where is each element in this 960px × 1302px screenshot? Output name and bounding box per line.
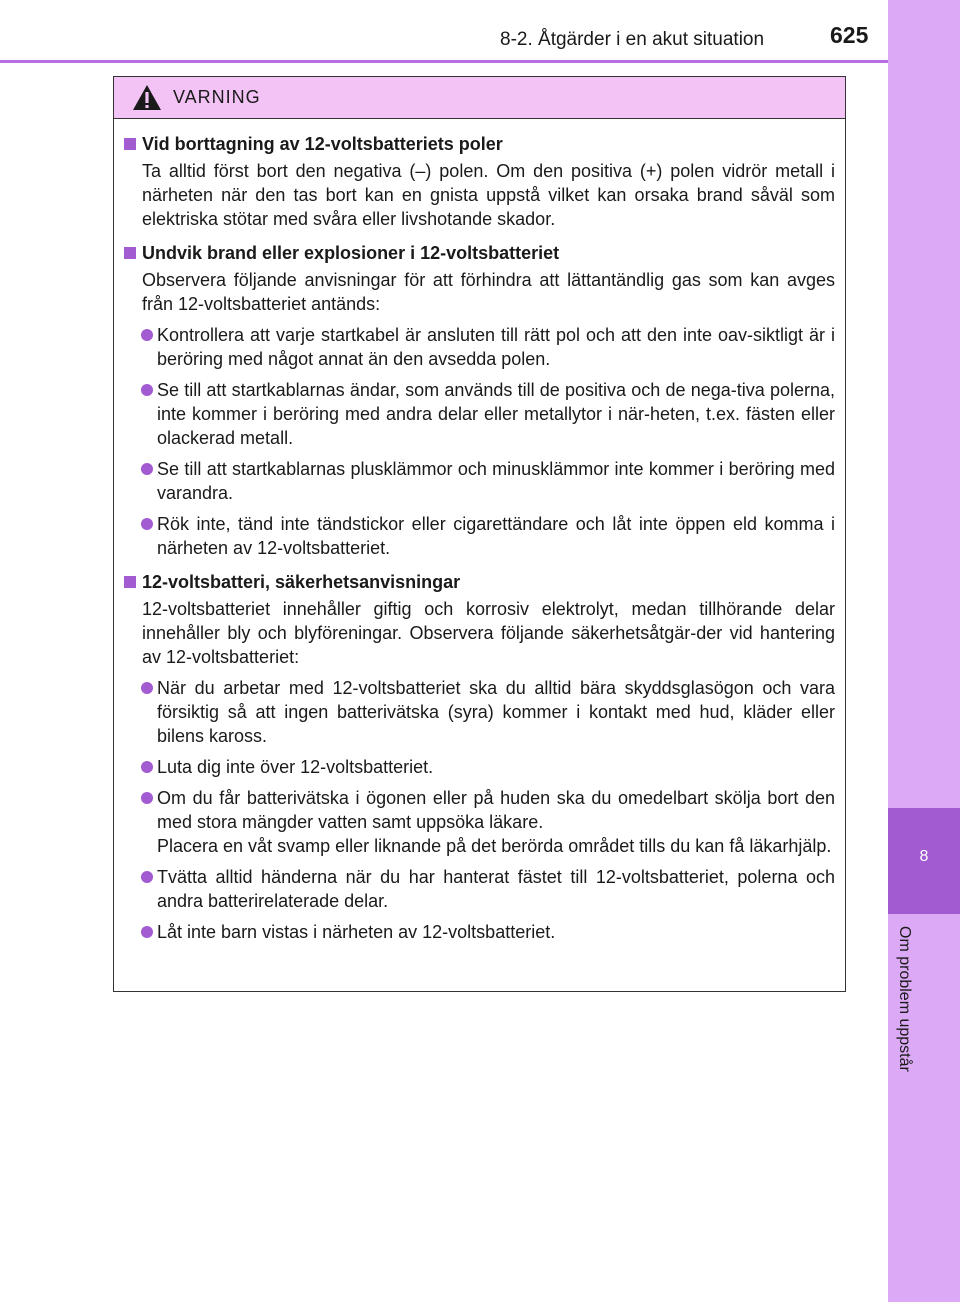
dot-bullet-icon (141, 871, 153, 883)
list-item (124, 512, 835, 560)
dot-bullet-icon (141, 518, 153, 530)
dot-bullet-icon (141, 329, 153, 341)
dot-bullet-icon (141, 384, 153, 396)
list-item (124, 920, 835, 944)
section-heading-text: 12-voltsbatteri, säkerhetsanvisningar (142, 572, 461, 592)
dot-bullet-icon (141, 682, 153, 694)
warning-box (113, 76, 846, 992)
dot-bullet-icon (141, 463, 153, 475)
list-item-text: Se till att startkablarnas ändar, som används till de positiva och de nega-tiva polerna, inte kommer i beröring med andra delar eller metallytor i när-heten, t.ex. fästen eller olackerad metall. (157, 380, 835, 448)
chapter-name: Om problem uppstår (896, 926, 913, 1072)
header-title: 8-2. Åtgärder i en akut situation (500, 29, 765, 50)
header-rule (0, 60, 888, 63)
dot-bullet-icon (141, 926, 153, 938)
list-item-text: Om du får batterivätska i ögonen eller på huden ska du omedelbart skölja bort den med stora mängder vatten samt uppsöka läkare. (157, 788, 835, 832)
section-heading-text: Vid borttagning av 12-voltsbatteriets poler (142, 134, 503, 154)
square-bullet-icon (124, 247, 136, 259)
dot-bullet-icon (141, 792, 153, 804)
list-item-text: När du arbetar med 12-voltsbatteriet ska du alltid bära skyddsglasögon och vara försiktig så att ingen batterivätska (syra) kommer i kontakt med hud, kläder eller bilens kaross. (157, 678, 835, 746)
list-item-text: Luta dig inte över 12-voltsbatteriet. (157, 757, 434, 777)
warning-triangle-icon (132, 84, 162, 111)
side-tab (888, 0, 960, 1302)
warning-section (124, 131, 835, 231)
section-paragraph: Observera följande anvisningar för att förhindra att lättantändlig gas som kan avges från 12-voltsbatteriet antänds: (142, 270, 835, 314)
section-heading (124, 569, 835, 595)
list-item (124, 457, 835, 505)
list-item (124, 378, 835, 450)
list-item-text: Se till att startkablarnas plusklämmor och minusklämmor inte kommer i beröring med varandra. (157, 459, 835, 503)
list-item-text: Låt inte barn vistas i närheten av 12-voltsbatteriet. (157, 922, 556, 942)
section-heading-text: Undvik brand eller explosioner i 12-voltsbatteriet (142, 243, 560, 263)
square-bullet-icon (124, 138, 136, 150)
list-item (124, 676, 835, 748)
dot-bullet-icon (141, 761, 153, 773)
list-item-text: Rök inte, tänd inte tändstickor eller cigarettändare och låt inte öppen eld komma i närheten av 12-voltsbatteriet. (157, 514, 835, 558)
list-item (124, 323, 835, 371)
section-heading (124, 240, 835, 266)
warning-header (114, 77, 845, 119)
chapter-number: 8 (919, 848, 929, 865)
section-paragraph: 12-voltsbatteriet innehåller giftig och korrosiv elektrolyt, medan tillhörande delar innehåller bly och blyföreningar. Observera följande säkerhetsåtgär-der vid hantering av 12-voltsbatteriet: (142, 599, 835, 667)
list-item-text: Kontrollera att varje startkabel är ansluten till rätt pol och att den inte oav-siktligt är i beröring med något annat än den avsedda polen. (157, 325, 835, 369)
square-bullet-icon (124, 576, 136, 588)
section-paragraph: Ta alltid först bort den negativa (–) polen. Om den positiva (+) polen vidrör metall i närheten när den tas bort kan en gnista uppstå vilket kan orsaka brand såväl som elektriska stötar med svåra eller livshotande skador. (142, 161, 835, 229)
warning-section (124, 569, 835, 944)
page-number: 625 (830, 22, 869, 48)
section-heading (124, 131, 835, 157)
warning-title: VARNING (173, 87, 261, 107)
list-item (124, 755, 835, 779)
warning-section (124, 240, 835, 560)
list-item (124, 865, 835, 913)
warning-body (114, 119, 845, 944)
list-item-extra-text: Placera en våt svamp eller liknande på det berörda området tills du kan få läkarhjälp. (157, 836, 832, 856)
list-item-text: Tvätta alltid händerna när du har hanterat fästet till 12-voltsbatteriet, polerna och andra batterirelaterade delar. (157, 867, 835, 911)
list-item (124, 786, 835, 858)
